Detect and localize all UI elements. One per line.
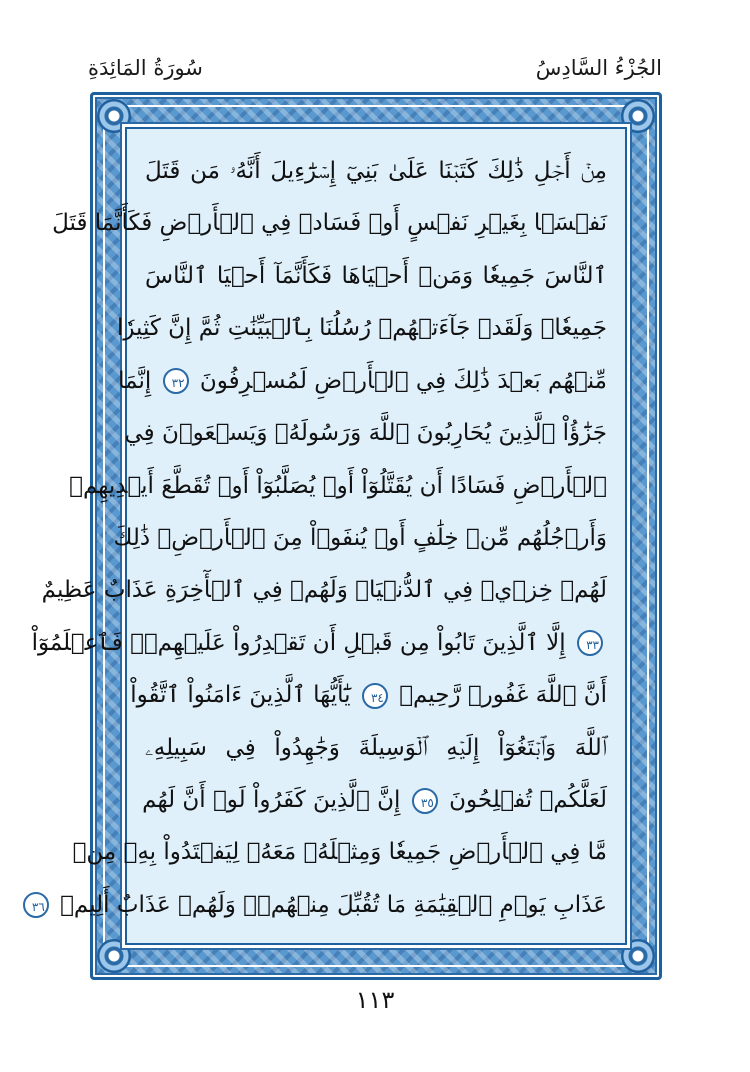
text-line — [142, 776, 607, 824]
ayah-marker: ٣٢ — [163, 368, 189, 394]
ayah-marker: ٣٤ — [362, 683, 388, 709]
ayah-marker: ٣٦ — [23, 892, 49, 918]
line-text: ٱللَّهَ وَٱبۡتَغُوٓاْ إِلَيۡهِ ٱلۡوَسِيلَةَ وَجَٰهِدُواْ فِي سَبِيلِهِۦ — [145, 734, 607, 761]
line-text: وَأَرۡجُلُهُم مِّنۡ خِلَٰفٍ أَوۡ يُنفَوۡاْ مِنَ ٱلۡأَرۡضِۚ ذَٰلِكَ — [113, 524, 607, 551]
text-panel — [31, 127, 627, 945]
text-line — [145, 147, 607, 195]
line-text: ٱلنَّاسَ جَمِيعٗا وَمَنۡ أَحۡيَاهَا فَكَأَنَّمَآ أَحۡيَا ٱلنَّاسَ — [145, 262, 607, 289]
page-number: ١١٣ — [355, 986, 395, 1014]
text-line — [41, 566, 607, 614]
text-line — [118, 357, 607, 405]
line-text: ٱلۡأَرۡضِ فَسَادًا أَن يُقَتَّلُوٓاْ أَوۡ يُصَلَّبُوٓاْ أَوۡ تُقَطَّعَ أَيۡدِيهِمۡ — [69, 472, 607, 499]
surah-title: سُورَةُ المَائِدَةِ — [88, 56, 203, 80]
line-text: نَفۡسَۢا بِغَيۡرِ نَفۡسٍ أَوۡ فَسَادٖ فِي ٱلۡأَرۡضِ فَكَأَنَّمَا قَتَلَ — [52, 210, 607, 237]
text-line — [145, 724, 607, 772]
line-text: جَزَٰٓؤُاْ ٱلَّذِينَ يُحَارِبُونَ ٱللَّهَ وَرَسُولَهُۥ وَيَسۡعَوۡنَ فِي — [124, 420, 607, 447]
text-line — [52, 199, 607, 247]
line-text: عَذَابِ يَوۡمِ ٱلۡقِيَٰمَةِ مَا تُقُبِّلَ مِنۡهُمۡۖ وَلَهُمۡ عَذَابٌ أَلِيمٞ — [60, 891, 607, 918]
line-text: أَنَّ ٱللَّهَ غَفُورٞ رَّحِيمٞ — [399, 682, 607, 709]
line-text: مَّا فِي ٱلۡأَرۡضِ جَمِيعٗا وَمِثۡلَهُۥ مَعَهُۥ لِيَفۡتَدُواْ بِهِۦ مِنۡ — [72, 839, 607, 866]
ornamental-frame — [31, 92, 662, 980]
text-line — [145, 252, 607, 300]
text-line — [69, 462, 607, 510]
line-text: إِلَّا ٱلَّذِينَ تَابُواْ مِن قَبۡلِ أَن تَقۡدِرُواْ عَلَيۡهِمۡۖ فَٱعۡلَمُوٓاْ — [31, 629, 566, 656]
line-text: لَعَلَّكُمۡ تُفۡلِحُونَ — [449, 787, 607, 814]
text-line — [72, 828, 607, 876]
text-line — [113, 514, 607, 562]
text-line — [130, 671, 607, 719]
line-text: مِّنۡهُم بَعۡدَ ذَٰلِكَ فِي ٱلۡأَرۡضِ لَمُسۡرِفُونَ — [199, 367, 607, 394]
line-text: جَمِيعٗاۚ وَلَقَدۡ جَآءَتۡهُمۡ رُسُلُنَا بِٱلۡبَيِّنَٰتِ ثُمَّ إِنَّ كَثِيرٗا — [116, 315, 607, 342]
line-text: يَٰٓأَيُّهَا ٱلَّذِينَ ءَامَنُواْ ٱتَّقُواْ — [130, 682, 351, 709]
line-text: إِنَّمَا — [118, 367, 152, 394]
text-line — [124, 409, 607, 457]
ayah-marker: ٣٣ — [577, 630, 603, 656]
line-text: إِنَّ ٱلَّذِينَ كَفَرُواْ لَوۡ أَنَّ لَهُم — [142, 787, 401, 814]
ayah-marker: ٣٥ — [412, 788, 438, 814]
page-header — [88, 48, 662, 88]
text-line — [31, 619, 607, 667]
line-text: لَهُمۡ خِزۡيٞ فِي ٱلدُّنۡيَاۖ وَلَهُمۡ فِي ٱلۡأٓخِرَةِ عَذَابٌ عَظِيمٌ — [41, 577, 607, 604]
line-text: مِنۡ أَجۡلِ ذَٰلِكَ كَتَبۡنَا عَلَىٰ بَنِيٓ إِسۡرَٰٓءِيلَ أَنَّهُۥ مَن قَتَلَ — [145, 158, 607, 184]
juz-title: الجُزْءُ السَّادِسُ — [535, 56, 662, 80]
text-line — [31, 881, 607, 929]
text-line — [116, 304, 607, 352]
